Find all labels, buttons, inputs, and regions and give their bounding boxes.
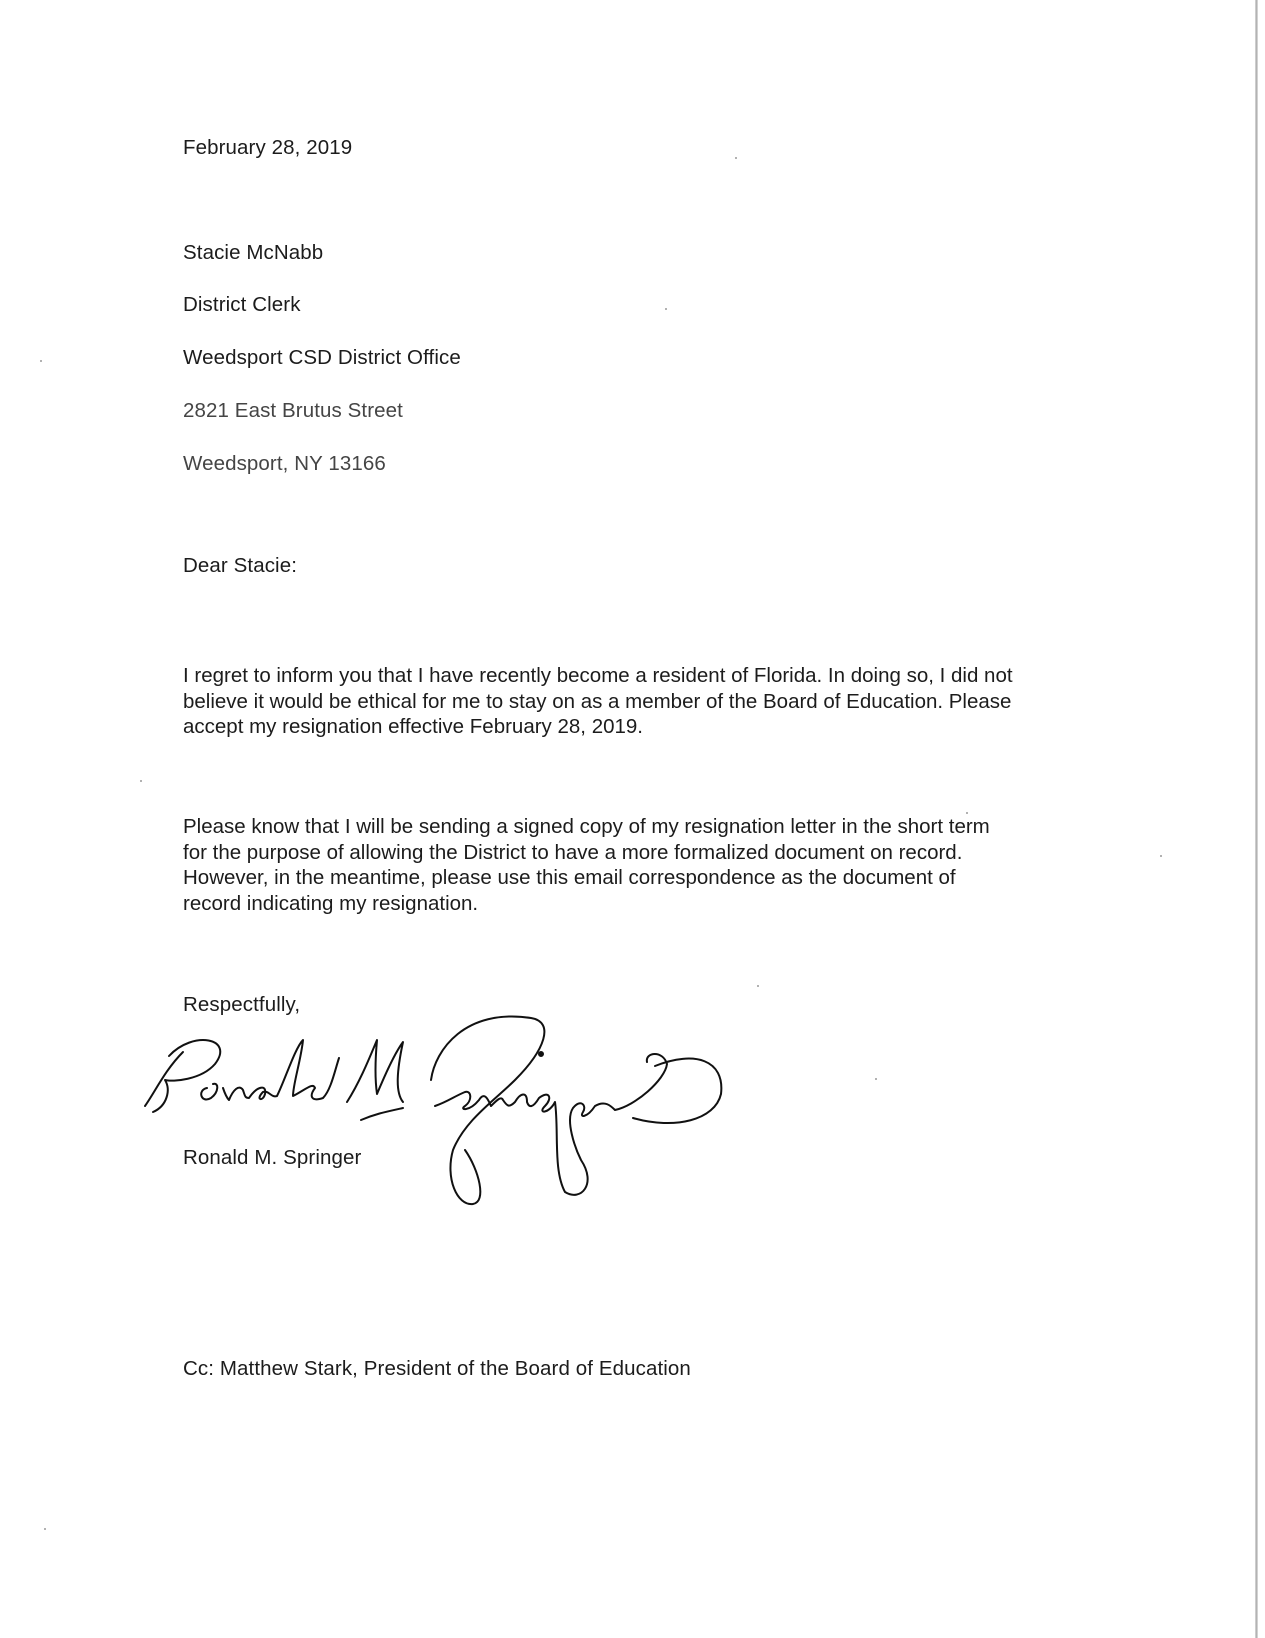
scan-speck	[140, 780, 142, 782]
paragraph-2-line: for the purpose of allowing the District to have a more formalized document on record.	[183, 840, 963, 864]
scan-speck	[665, 308, 667, 310]
paragraph-2-line: However, in the meantime, please use this email correspondence as the document of	[183, 866, 956, 889]
paragraph-2-line: record indicating my resignation.	[183, 891, 479, 915]
signer-name: Ronald M. Springer	[183, 1146, 362, 1169]
paragraph-2-line: Please know that I will be sending a signed copy of my resignation letter in the short term	[183, 815, 990, 838]
scan-speck	[44, 1528, 46, 1530]
paragraph-1-line: I regret to inform you that I have recently become a resident of Florida. In doing so, I did not	[183, 664, 1013, 687]
recipient-office: Weedsport CSD District Office	[183, 346, 461, 369]
closing: Respectfully,	[183, 993, 301, 1016]
scan-speck	[735, 157, 737, 159]
recipient-street: 2821 East Brutus Street	[183, 399, 403, 422]
recipient-city-state-zip: Weedsport, NY 13166	[183, 452, 386, 475]
scan-edge	[1255, 0, 1258, 1638]
salutation: Dear Stacie:	[183, 554, 297, 577]
recipient-title: District Clerk	[183, 293, 301, 316]
recipient-name: Stacie McNabb	[183, 241, 324, 264]
letter-date: February 28, 2019	[183, 136, 353, 159]
body-paragraph-2	[183, 814, 1083, 916]
handwritten-signature	[135, 1010, 755, 1230]
scan-speck	[1160, 855, 1162, 857]
scan-speck	[875, 1078, 877, 1080]
paragraph-1-line: believe it would be ethical for me to stay on as a member of the Board of Education. Please	[183, 689, 1012, 713]
scan-speck	[757, 985, 759, 987]
body-paragraph-1	[183, 663, 1083, 740]
paragraph-1-line: accept my resignation effective February 28, 2019.	[183, 715, 643, 738]
cc-line: Cc: Matthew Stark, President of the Board of Education	[183, 1357, 691, 1380]
scan-speck	[966, 812, 968, 814]
scan-speck	[40, 360, 42, 362]
